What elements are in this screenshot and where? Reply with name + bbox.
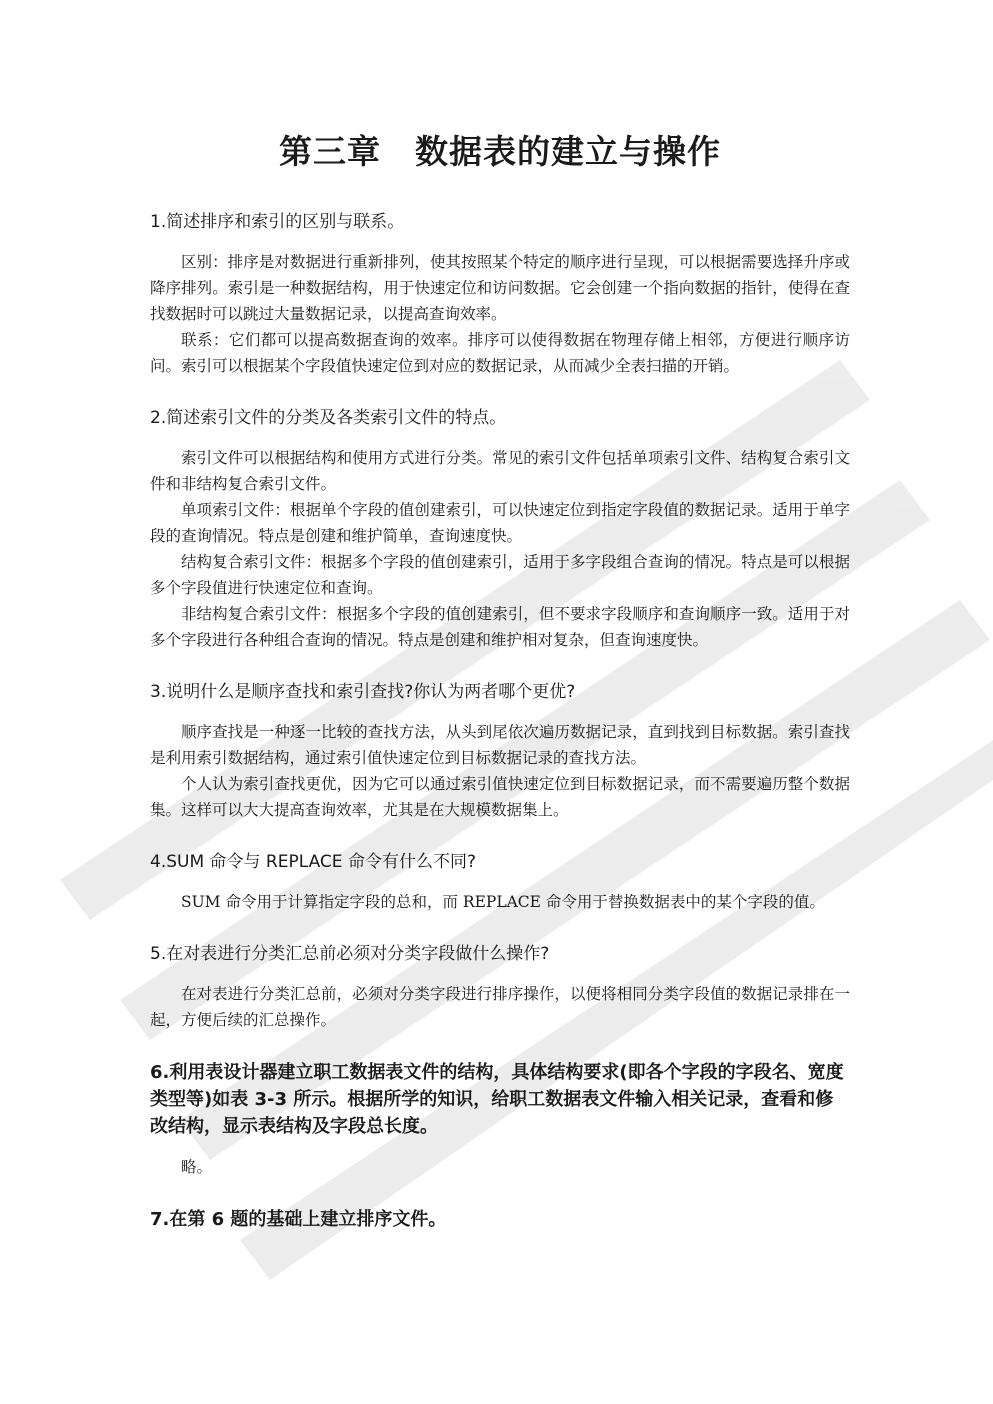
answer-paragraph: 索引文件可以根据结构和使用方式进行分类。常见的索引文件包括单项索引文件、结构复合索引文件和非结构复合索引文件。	[150, 449, 850, 493]
answer-paragraph: SUM 命令用于计算指定字段的总和，而 REPLACE 命令用于替换数据表中的某个字段的值。	[181, 893, 825, 911]
answer-paragraph: 结构复合索引文件：根据多个字段的值创建索引，适用于多字段组合查询的情况。特点是可以根据多个字段值进行快速定位和查询。	[150, 553, 850, 597]
question-heading: 3.说明什么是顺序查找和索引查找?你认为两者哪个更优?	[150, 682, 576, 702]
section-6	[150, 1059, 850, 1180]
section-1	[150, 209, 850, 379]
section-3	[150, 679, 850, 823]
answer-paragraph: 略。	[181, 1158, 213, 1176]
question-heading: 4.SUM 命令与 REPLACE 命令有什么不同?	[150, 852, 476, 872]
section-4	[150, 849, 850, 915]
answer-paragraph: 非结构复合索引文件：根据多个字段的值创建索引，但不要求字段顺序和查询顺序一致。适用于对多个字段进行各种组合查询的情况。特点是创建和维护相对复杂，但查询速度快。	[150, 605, 850, 649]
question-heading: 5.在对表进行分类汇总前必须对分类字段做什么操作?	[150, 944, 550, 964]
section-5	[150, 941, 850, 1033]
section-7	[150, 1206, 850, 1233]
question-heading: 2.简述索引文件的分类及各类索引文件的特点。	[150, 408, 507, 428]
answer-paragraph: 区别：排序是对数据进行重新排列，使其按照某个特定的顺序进行呈现，可以根据需要选择升序或降序排列。索引是一种数据结构，用于快速定位和访问数据。它会创建一个指向数据的指针，使得在查找数据时可以跳过大量数据记录，以提高查询效率。	[150, 253, 850, 323]
question-heading: 7.在第 6 题的基础上建立排序文件。	[150, 1209, 447, 1230]
section-2	[150, 405, 850, 653]
answer-paragraph: 在对表进行分类汇总前，必须对分类字段进行排序操作，以便将相同分类字段值的数据记录排在一起，方便后续的汇总操作。	[150, 985, 850, 1029]
question-heading: 6.利用表设计器建立职工数据表文件的结构，具体结构要求(即各个字段的字段名、宽度类型等)如表 3-3 所示。根据所学的知识，给职工数据表文件输入相关记录，查看和修改结构，显示表结构及字段总长度。	[150, 1062, 844, 1137]
question-heading: 1.简述排序和索引的区别与联系。	[150, 212, 405, 232]
document-page	[150, 120, 850, 1259]
answer-paragraph: 顺序查找是一种逐一比较的查找方法，从头到尾依次遍历数据记录，直到找到目标数据。索引查找是利用索引数据结构，通过索引值快速定位到目标数据记录的查找方法。	[150, 723, 850, 767]
answer-paragraph: 单项索引文件：根据单个字段的值创建索引，可以快速定位到指定字段值的数据记录。适用于单字段的查询情况。特点是创建和维护简单，查询速度快。	[150, 501, 850, 545]
answer-paragraph: 个人认为索引查找更优，因为它可以通过索引值快速定位到目标数据记录，而不需要遍历整个数据集。这样可以大大提高查询效率，尤其是在大规模数据集上。	[150, 775, 850, 819]
chapter-title: 第三章 数据表的建立与操作	[279, 132, 721, 171]
answer-paragraph: 联系：它们都可以提高数据查询的效率。排序可以使得数据在物理存储上相邻，方便进行顺序访问。索引可以根据某个字段值快速定位到对应的数据记录，从而减少全表扫描的开销。	[150, 331, 850, 375]
